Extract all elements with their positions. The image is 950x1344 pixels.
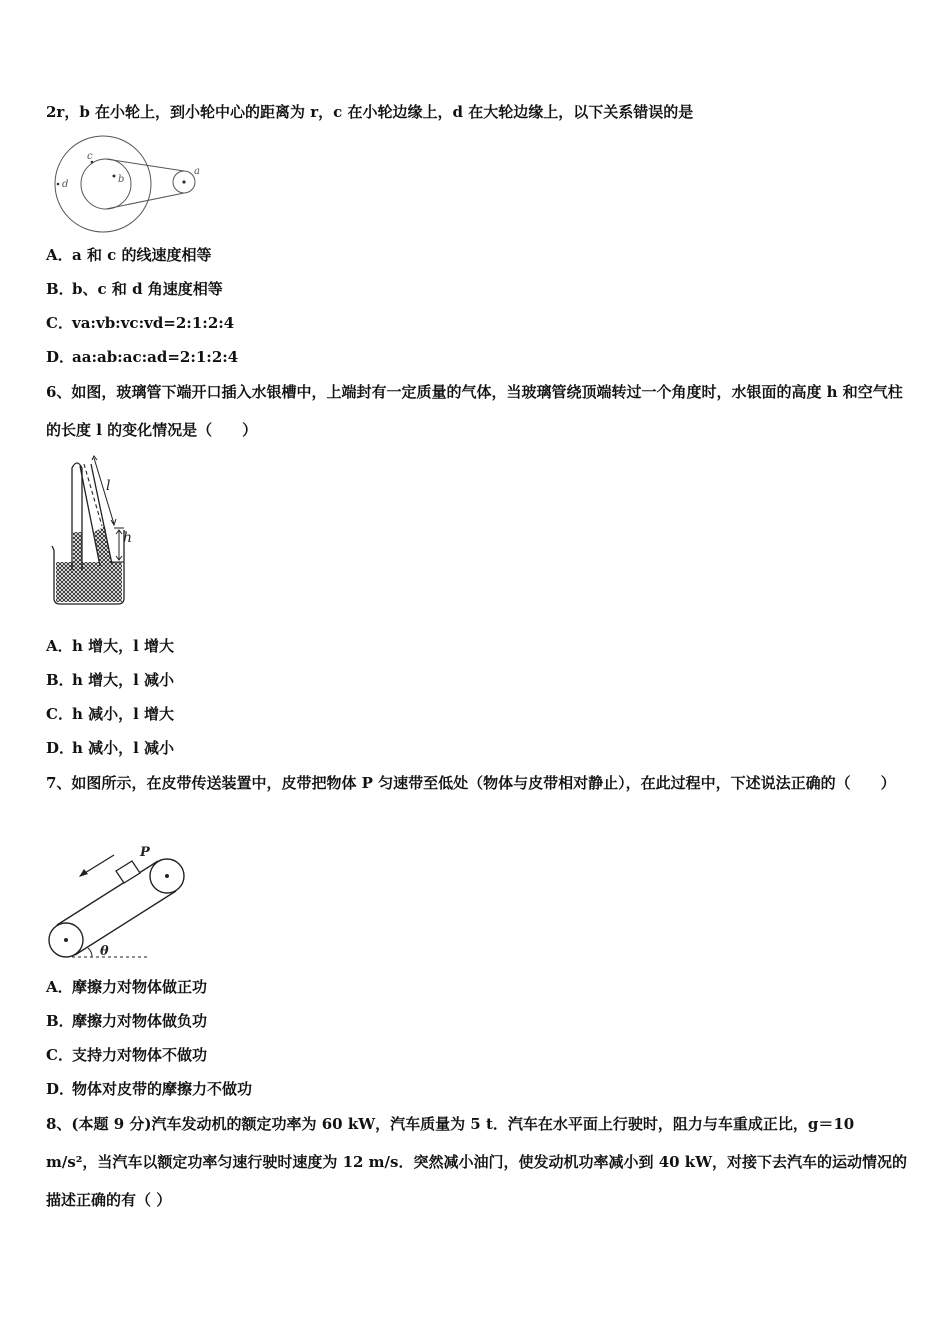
q6-option-c: C．h 减小，l 增大 <box>46 705 175 723</box>
q6-option-d: D．h 减小，l 减小 <box>46 739 175 757</box>
q6-tube-figure <box>44 452 154 608</box>
belt-upper <box>57 861 158 925</box>
q5-wheel-figure <box>52 132 212 236</box>
q5-option-d: D．aa:ab:ac:ad=2:1:2:4 <box>46 348 239 366</box>
q7-stem: 7、如图所示，在皮带传送装置中，皮带把物体 P 匀速带至低处（物体与皮带相对静止），在此过程中，下述说法正确的（ ） <box>46 774 896 792</box>
q8-stem: 8、(本题 9 分)汽车发动机的额定功率为 60 kW，汽车质量为 5 t．汽车在水平面上行驶时，阻力与车重成正比，g＝10 m/s²，当汽车以额定功率匀速行驶时速度为 12 m/s．突然减小油门，使发动机功率减小到 40 kW，对接下去汽车的运动情况的描述正确的有（ ） <box>46 1115 908 1209</box>
label-theta: θ <box>100 944 109 959</box>
label-h: h <box>123 530 133 546</box>
label-p: P <box>140 845 150 860</box>
mercury-in-trough <box>56 562 122 602</box>
belt-lower <box>75 891 176 955</box>
label-b: b <box>118 174 125 185</box>
tube-mercury-column <box>73 532 82 572</box>
label-l: l <box>106 478 111 494</box>
q7-option-c: C．支持力对物体不做功 <box>46 1046 208 1064</box>
large-wheel <box>55 136 151 232</box>
q7-option-d: D．物体对皮带的摩擦力不做功 <box>46 1080 253 1098</box>
q6-option-b: B．h 增大，l 减小 <box>46 671 175 689</box>
label-d: d <box>62 179 69 190</box>
q5-stem-tail: 2r，b 在小轮上，到小轮中心的距离为 r，c 在小轮边缘上，d 在大轮边缘上，以下关系错误的是 <box>46 103 694 121</box>
q7-conveyor-figure <box>44 840 194 964</box>
q7-option-b: B．摩擦力对物体做负功 <box>46 1012 208 1030</box>
label-c: c <box>87 151 93 162</box>
q5-option-b: B．b、c 和 d 角速度相等 <box>46 280 223 298</box>
q6-stem: 6、如图，玻璃管下端开口插入水银槽中，上端封有一定质量的气体，当玻璃管绕顶端转过一个角度时，水银面的高度 h 和空气柱的长度 l 的变化情况是（ ） <box>46 383 903 439</box>
label-a: a <box>194 166 200 177</box>
q6-option-a: A．h 增大，l 增大 <box>46 637 175 655</box>
q5-option-c: C．va:vb:vc:vd=2:1:2:4 <box>46 314 235 332</box>
object-p <box>116 861 140 883</box>
q7-option-a: A．摩擦力对物体做正功 <box>46 978 208 996</box>
q5-option-a: A．a 和 c 的线速度相等 <box>46 246 212 264</box>
